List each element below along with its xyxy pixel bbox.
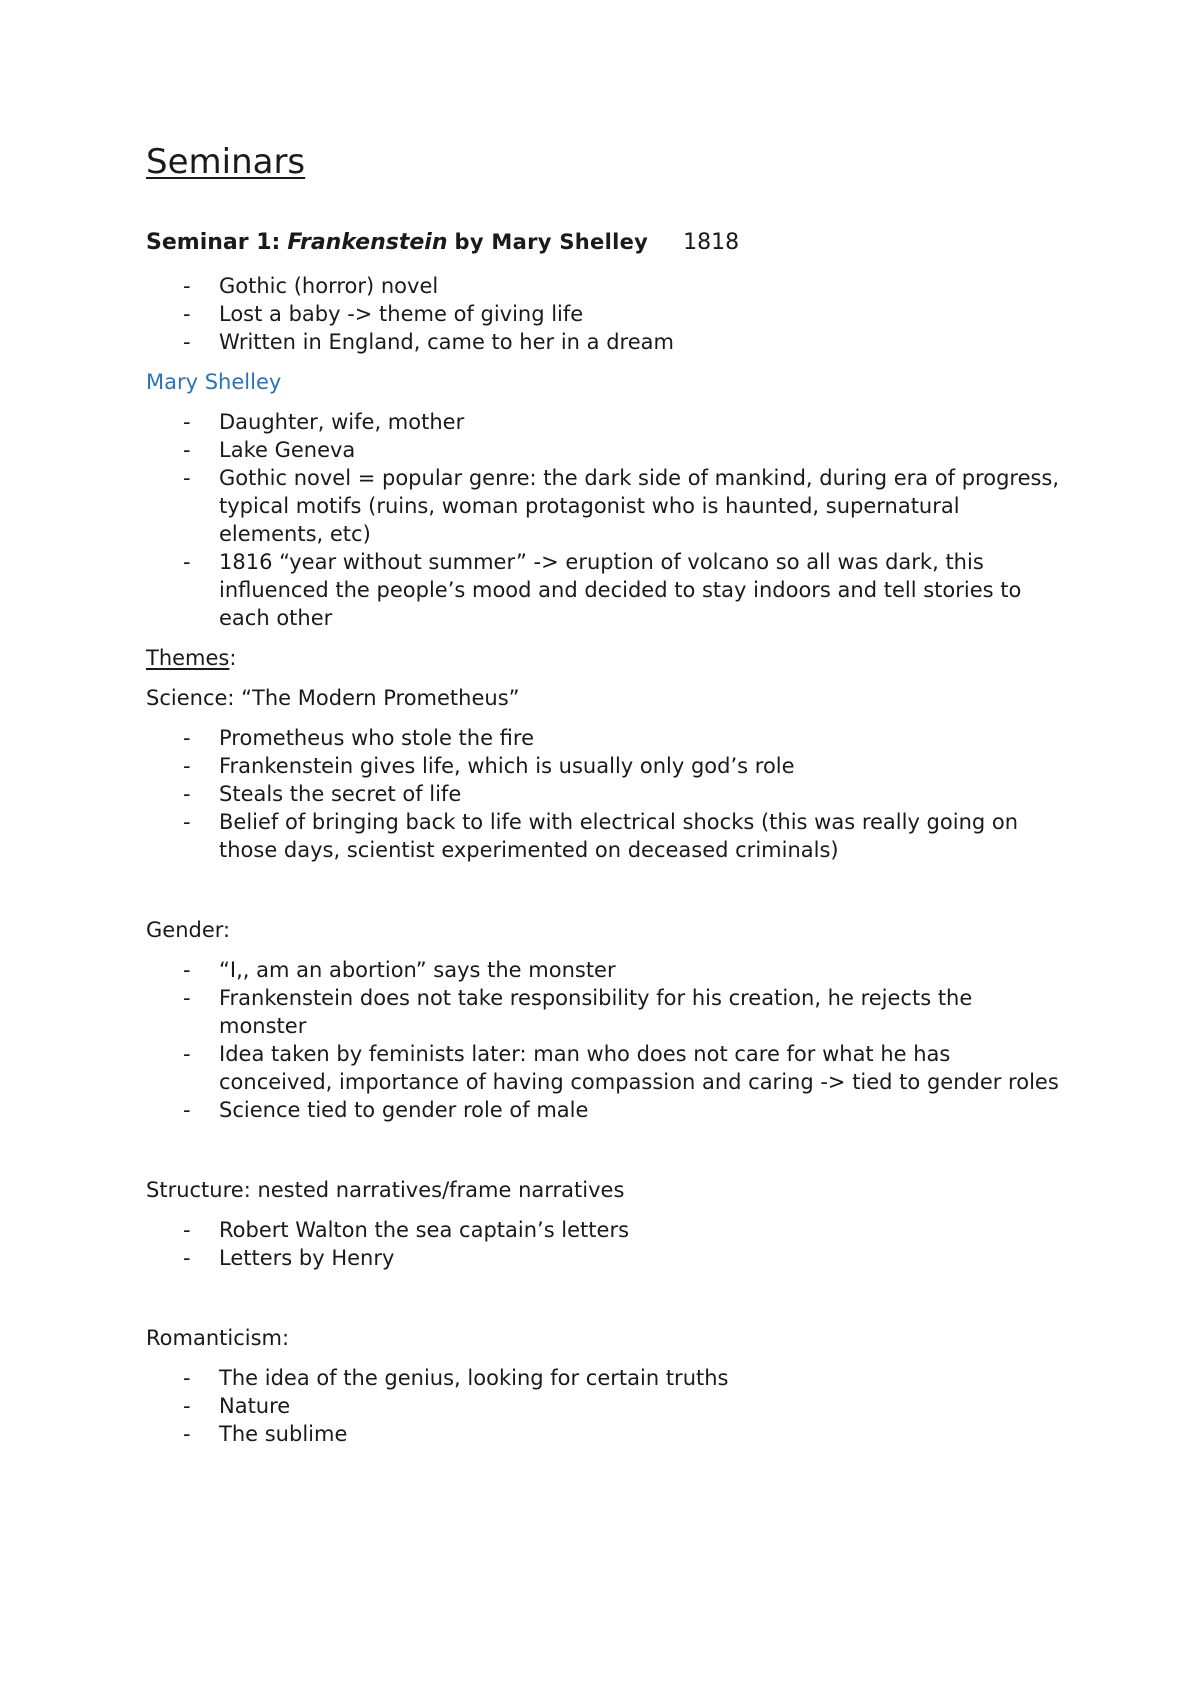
dash-mark: - xyxy=(183,410,191,434)
list-item: - 1816 “year without summer” -> eruption of volcano so all was dark, this influenced the people’s mood and decided to stay indoors and tell stories to each other xyxy=(183,550,1022,630)
list-item: - Belief of bringing back to life with electrical shocks (this was really going on those days, scientist experimented on deceased criminals) xyxy=(183,810,1019,862)
dash-mark: - xyxy=(183,1042,191,1066)
list-item: - Gothic novel = popular genre: the dark side of mankind, during era of progress, typical motifs (ruins, woman protagonist who is haunted, supernatural elements, etc) xyxy=(183,466,1060,546)
themes-label: Themes xyxy=(146,646,230,670)
list-item: - Gothic (horror) novel xyxy=(183,274,439,298)
book-year: 1818 xyxy=(683,230,740,255)
dash-mark: - xyxy=(183,726,191,750)
list-item: - Nature xyxy=(183,1394,291,1418)
romanticism-heading: Romanticism: xyxy=(146,1326,290,1350)
romanticism-bullets xyxy=(146,1364,1066,1448)
book-author: by Mary Shelley xyxy=(454,230,649,254)
dash-mark: - xyxy=(183,958,191,982)
mary-shelley-bullets xyxy=(146,408,1066,632)
dash-mark: - xyxy=(183,810,191,834)
science-bullets xyxy=(146,724,1066,864)
dash-mark: - xyxy=(183,466,191,490)
mary-shelley-heading: Mary Shelley xyxy=(146,370,282,394)
list-item: - Steals the secret of life xyxy=(183,782,462,806)
seminar-bullets xyxy=(146,272,1066,356)
gender-heading: Gender: xyxy=(146,918,231,942)
gender-bullets xyxy=(146,956,1066,1124)
dash-mark: - xyxy=(183,1218,191,1242)
dash-mark: - xyxy=(183,1246,191,1270)
page-title: Seminars xyxy=(146,142,306,182)
list-item: - Prometheus who stole the fire xyxy=(183,726,534,750)
dash-mark: - xyxy=(183,1098,191,1122)
list-item: - “I,, am an abortion” says the monster xyxy=(183,958,616,982)
list-item: - Idea taken by feminists later: man who does not care for what he has conceived, importance of having compassion and caring -> tied to gender roles xyxy=(183,1042,1059,1094)
structure-bullets xyxy=(146,1216,1066,1272)
dash-mark: - xyxy=(183,274,191,298)
list-item: - Lake Geneva xyxy=(183,438,356,462)
dash-mark: - xyxy=(183,550,191,574)
dash-mark: - xyxy=(183,1394,191,1418)
list-item: - The idea of the genius, looking for certain truths xyxy=(183,1366,729,1390)
dash-mark: - xyxy=(183,330,191,354)
structure-heading: Structure: nested narratives/frame narratives xyxy=(146,1178,625,1202)
dash-mark: - xyxy=(183,986,191,1010)
list-item: - Daughter, wife, mother xyxy=(183,410,465,434)
dash-mark: - xyxy=(183,1422,191,1446)
science-heading: Science: “The Modern Prometheus” xyxy=(146,686,520,710)
list-item: - Written in England, came to her in a dream xyxy=(183,330,674,354)
document-content xyxy=(146,138,1066,1448)
dash-mark: - xyxy=(183,782,191,806)
list-item: - Frankenstein gives life, which is usually only god’s role xyxy=(183,754,795,778)
themes-heading: Themes: xyxy=(146,646,237,670)
dash-mark: - xyxy=(183,438,191,462)
list-item: - Letters by Henry xyxy=(183,1246,395,1270)
dash-mark: - xyxy=(183,1366,191,1390)
book-title: Frankenstein xyxy=(287,230,448,255)
list-item: - Lost a baby -> theme of giving life xyxy=(183,302,584,326)
seminar-label: Seminar 1: xyxy=(146,230,281,255)
seminar-heading xyxy=(146,227,1066,258)
dash-mark: - xyxy=(183,302,191,326)
dash-mark: - xyxy=(183,754,191,778)
list-item: - Science tied to gender role of male xyxy=(183,1098,589,1122)
list-item: - The sublime xyxy=(183,1422,348,1446)
list-item: - Robert Walton the sea captain’s letters xyxy=(183,1218,630,1242)
list-item: - Frankenstein does not take responsibility for his creation, he rejects the monster xyxy=(183,986,973,1038)
